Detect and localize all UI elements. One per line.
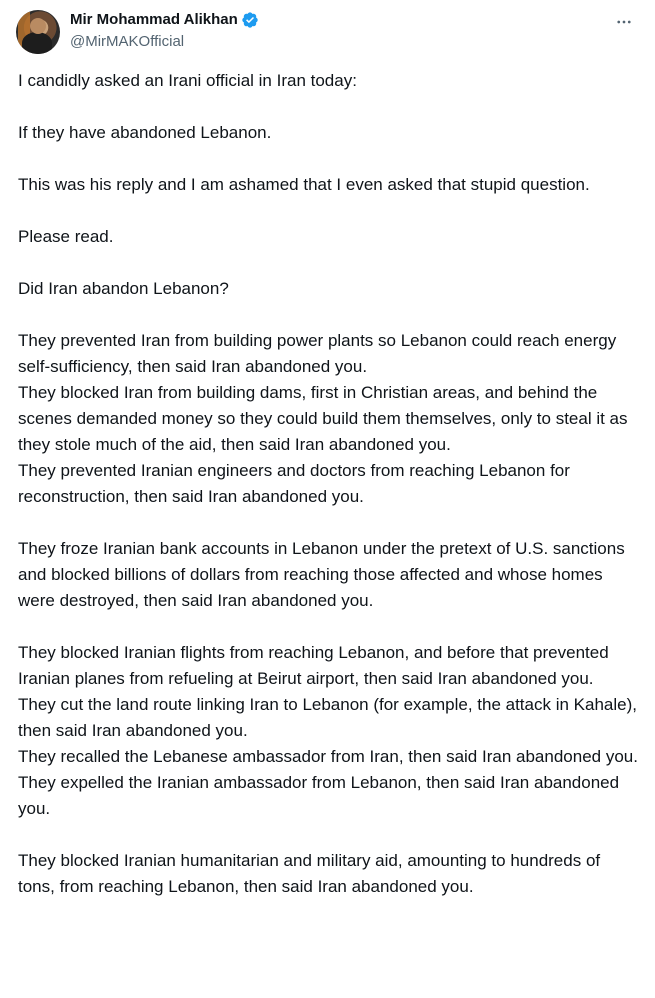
tweet-line: They blocked Iranian flights from reaching Lebanon, and before that prevented Iranian planes from refueling at Beirut airport, then said Iran abandoned you. [18,643,609,688]
tweet-line: They blocked Iran from building dams, first in Christian areas, and behind the scenes demanded money so they could build them themselves, only to steal it as they stole much of the aid, then said Iran abandoned you. [18,383,628,454]
more-options-icon [615,13,633,31]
tweet-paragraph [18,536,638,614]
tweet-line: They froze Iranian bank accounts in Lebanon under the pretext of U.S. sanctions and blocked billions of dollars from reaching those affected and whose homes were destroyed, then said Iran abandoned you. [18,539,625,610]
tweet-line: This was his reply and I am ashamed that I even asked that stupid question. [18,175,590,194]
tweet-line: If they have abandoned Lebanon. [18,123,272,142]
display-name[interactable]: Mir Mohammad Alikhan [70,11,238,28]
tweet-paragraph [18,172,638,198]
tweet-paragraph [18,224,638,250]
tweet-line: Did Iran abandon Lebanon? [18,279,229,298]
tweet-text [18,68,638,926]
handle[interactable]: @MirMAKOfficial [70,33,185,50]
tweet-line: They expelled the Iranian ambassador from Lebanon, then said Iran abandoned you. [18,773,620,818]
tweet-header [16,10,639,56]
tweet-paragraph [18,848,638,900]
tweet-line: Please read. [18,227,114,246]
display-name-row [70,10,259,30]
tweet-line: They prevented Iran from building power plants so Lebanon could reach energy self-sufficiency, then said Iran abandoned you. [18,331,617,376]
tweet-line: They recalled the Lebanese ambassador from Iran, then said Iran abandoned you. [18,747,638,766]
tweet-line: They cut the land route linking Iran to Lebanon (for example, the attack in Kahale), then said Iran abandoned you. [18,695,637,740]
tweet-line: I candidly asked an Irani official in Iran today: [18,71,357,90]
tweet-paragraph [18,120,638,146]
tweet-line: They blocked Iranian humanitarian and military aid, amounting to hundreds of tons, from reaching Lebanon, then said Iran abandoned you. [18,851,601,896]
tweet-paragraph [18,276,638,302]
tweet-line: They prevented Iranian engineers and doctors from reaching Lebanon for reconstruction, then said Iran abandoned you. [18,461,570,506]
more-options-button[interactable] [609,10,639,34]
tweet-paragraph [18,640,638,822]
verified-badge-icon [241,11,259,29]
author-block [70,10,259,54]
tweet-paragraph [18,68,638,94]
tweet-paragraph [18,328,638,510]
avatar[interactable] [16,10,60,54]
